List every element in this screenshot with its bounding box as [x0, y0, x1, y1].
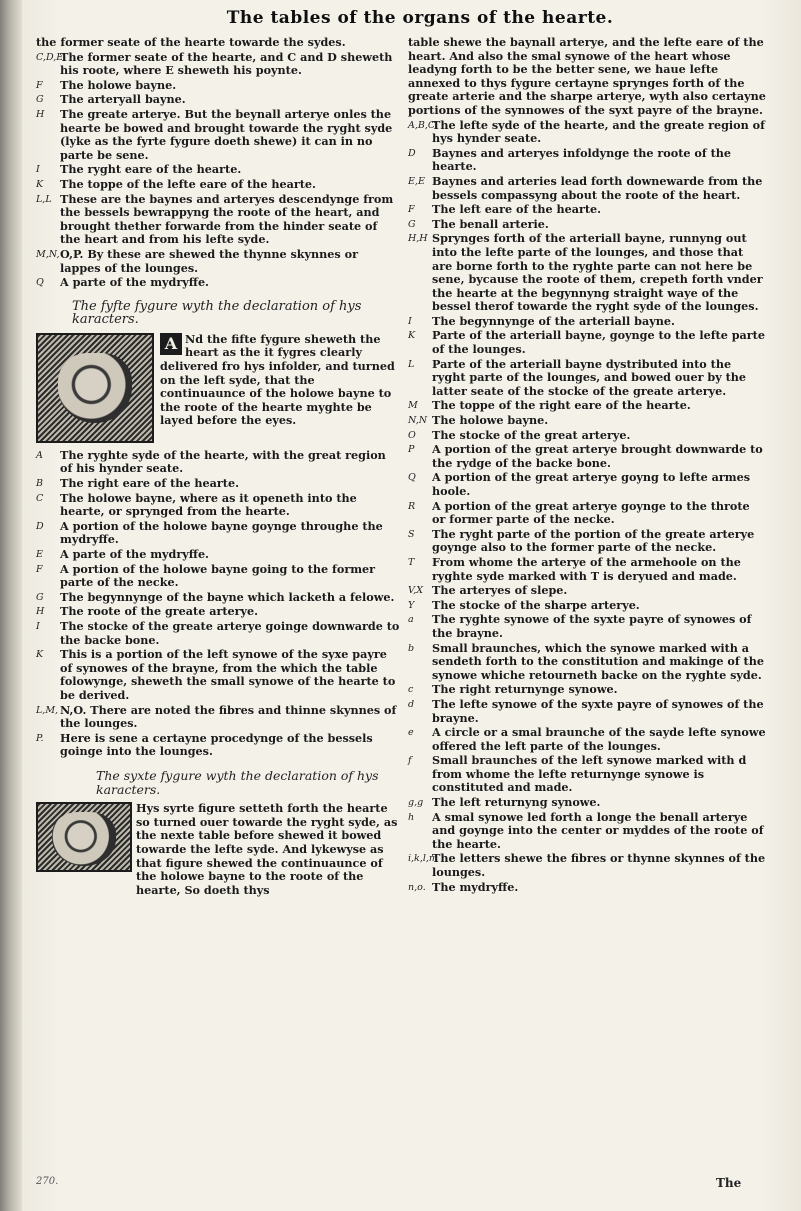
legend-key: F [408, 204, 415, 216]
legend-text: The lefte synowe of the syxte payre of synowes of the brayne. [432, 696, 764, 725]
legend-text: Baynes and arteries lead forth downewarde from the bessels compassyng about the roote of the heart. [432, 173, 763, 202]
left-column [36, 35, 401, 897]
legend-key: F [36, 563, 43, 575]
legend-text: The arteryall bayne. [60, 92, 186, 107]
legend-key: I [36, 621, 40, 632]
legend-key: T [408, 556, 415, 568]
legend-key: L,L [36, 193, 52, 205]
legend-entry [36, 276, 401, 290]
legend-entry [408, 119, 766, 146]
legend-entry [36, 548, 401, 562]
legend-key: A,B,C [408, 119, 436, 131]
legend-entry [36, 591, 401, 605]
legend-key: I [408, 315, 412, 327]
legend-entry [408, 315, 766, 329]
legend-key: a [408, 614, 414, 626]
legend-entry [408, 811, 766, 852]
legend-entry [408, 796, 766, 810]
figure-description [160, 333, 400, 428]
legend-text: Small braunches of the left synowe marked with d from whome the lefte returnynge synowe is constituted and made. [432, 753, 747, 795]
legend-key: C [36, 492, 44, 504]
running-head: The tables of the organs of the hearte. [226, 8, 614, 28]
legend-text: The ryght eare of the hearte. [60, 162, 242, 177]
legend-text: Parte of the arteriall bayne dystributed into the ryght parte of the lounges, and bowed ouer by the latter seate of the stocke of the greate arterye. [432, 356, 747, 398]
legend-entry [408, 399, 766, 413]
legend-entry [36, 248, 401, 275]
catchword: The [716, 1176, 742, 1190]
legend-key: H [36, 108, 45, 120]
legend-entry [36, 620, 401, 647]
legend-entry [408, 683, 766, 697]
legend-text: The right eare of the hearte. [60, 476, 239, 491]
legend-text: Parte of the arteriall bayne, goynge to the lefte parte of the lounges. [432, 328, 765, 357]
legend-text: A parte of the mydryffe. [60, 547, 209, 562]
legend-text: The left eare of the hearte. [432, 202, 602, 217]
heart-illustration [58, 353, 132, 423]
legend-key: H,H [408, 233, 428, 245]
legend-entry [408, 329, 766, 356]
left-intro: the former seate of the hearte towarde the sydes. [36, 35, 346, 49]
legend-entry [408, 443, 766, 470]
legend-text: The former seate of the hearte, and C and D sheweth his roote, where E sheweth his poynte. [60, 49, 393, 78]
legend-entry [408, 754, 766, 795]
legend-key: L,M, [36, 704, 59, 716]
legend-text: The mydryffe. [432, 879, 519, 894]
legend-text: A portion of the great arterye goynge to the throte or former parte of the necke. [432, 498, 750, 527]
legend-key: Y [408, 599, 415, 611]
legend-text: A parte of the mydryffe. [60, 275, 209, 290]
legend-entry [36, 477, 401, 491]
legend-entry [36, 449, 401, 476]
legend-key: E [36, 549, 43, 561]
legend-key: h [408, 811, 415, 823]
legend-key: C,D,E. [36, 51, 67, 63]
legend-entry [408, 203, 766, 217]
legend-text: The begynnynge of the arteriall bayne. [432, 313, 675, 328]
legend-entry [408, 599, 766, 613]
legend-key: A [36, 449, 43, 461]
legend-entry [408, 698, 766, 725]
legend-entry [36, 520, 401, 547]
legend-entry [408, 500, 766, 527]
legend-entry [408, 218, 766, 232]
legend-entry [408, 528, 766, 555]
legend-text: The roote of the greate arterye. [60, 604, 259, 619]
legend-text: A portion of the holowe bayne going to the former parte of the necke. [60, 561, 376, 590]
legend-entry [408, 852, 766, 879]
heart-woodcut-image [36, 802, 132, 872]
legend-entry [408, 584, 766, 598]
legend-entry [36, 563, 401, 590]
legend-text: This is a portion of the left synowe of the syxe payre of synowes of the brayne, from the which the table folowynge, sheweth the small synowe of the hearte to be derived. [60, 647, 396, 702]
legend-key: L [408, 358, 415, 370]
legend-key: e [408, 727, 414, 739]
legend-text: The begynnynge of the bayne which lacketh a felowe. [60, 589, 395, 604]
legend-key: Q [408, 472, 416, 484]
legend-text: A smal synowe led forth a longe the benall arterye and goynge into the center or myddes of the roote of the hearte. [432, 809, 764, 851]
legend-text: The benall arterie. [432, 216, 549, 231]
legend-entry [36, 492, 401, 519]
legend-text: These are the baynes and arteryes descendynge from the bessels bewrappyng the roote of the heart, and brought thether forwarde from the hinder seate of the heart and from his lefte syde. [60, 191, 394, 247]
legend-key: B [36, 478, 43, 490]
figure-block-fifth [36, 333, 401, 445]
legend-text: Baynes and arteryes infoldynge the roote of the hearte. [432, 145, 731, 174]
legend-entry [36, 648, 401, 702]
figure-caption: The syxte fygure wyth the declaration of hys karacters. [96, 767, 379, 797]
legend-text: The stocke of the great arterye. [432, 427, 631, 442]
legend-entry [408, 613, 766, 640]
legend-text: The toppe of the lefte eare of the hearte. [60, 176, 316, 191]
legend-key: O [408, 429, 416, 441]
legend-key: n,o. [408, 881, 426, 893]
legend-entry [408, 726, 766, 753]
legend-key: M [408, 400, 418, 412]
woodcut-initial: A [160, 333, 182, 355]
legend-entry [408, 429, 766, 443]
legend-entry [408, 414, 766, 428]
legend-entry [408, 881, 766, 895]
right-intro: table shewe the baynall arterye, and the lefte eare of the heart. And also the smal synowe of the heart whose leadyng forth to be the better sene, we haue lefte annexed to thys fygure certayne sprynges forth of the greate arterie and the sharpe arterye, wyth also certayne portions of the synnowes of the syxt payre of the brayne. [408, 35, 766, 117]
legend-text: The lefte syde of the hearte, and the greate region of hys hynder seate. [432, 117, 765, 146]
legend-text: Sprynges forth of the arteriall bayne, runnyng out into the lefte parte of the lounges, and those that are borne forth to the ryghte parte can not here be sene, bycause the roote of them, crepeth forth vnder the hearte at the begynnyng straight waye of the bessel therof towarde the ryght syde of the lounges. [432, 231, 763, 314]
legend-text: The toppe of the right eare of the hearte. [432, 398, 691, 413]
legend-entry [408, 147, 766, 174]
legend-text: The ryght parte of the portion of the greate arterye goynge also to the former parte of the necke. [432, 526, 755, 555]
legend-text: From whome the arterye of the armehoole on the ryghte syde marked with T is deryued and made. [432, 554, 741, 583]
legend-key: c [408, 684, 414, 696]
legend-key: P. [36, 732, 44, 744]
legend-key: I [36, 164, 40, 176]
legend-key: G [408, 218, 416, 230]
legend-text: The arteryes of slepe. [432, 583, 568, 598]
legend-key: V,X [408, 585, 423, 597]
figure-description-text: Nd the fifte fygure sheweth the heart as the it fygres clearly delivered fro hys infolder, and turned on the left syde, that the continuaunce of the holowe bayne to the roote of the hearte myghte be layed before the eyes. [160, 331, 395, 428]
figure-block-sixth [36, 801, 401, 897]
legend-text: The ryghte synowe of the syxte payre of synowes of the brayne. [432, 612, 752, 640]
legend-entry [408, 232, 766, 314]
legend-entry [36, 93, 401, 107]
legend-entry [36, 51, 401, 78]
legend-key: Q [36, 277, 44, 289]
legend-entry [408, 358, 766, 399]
legend-text: The greate arterye. But the beynall arterye onles the hearte be bowed and brought towarde the ryght syde (lyke as the fyrte fygure doeth shewe) it can in no parte be sene. [60, 106, 393, 162]
legend-text: Small braunches, which the synowe marked with a sendeth forth to the constitution and makinge of the synowe whiche retourneth backe on the ryghte syde. [432, 640, 764, 682]
legend-key: D [408, 147, 416, 159]
legend-entry [36, 704, 401, 731]
legend-entry [36, 108, 401, 162]
legend-text: A portion of the great arterye goyng to lefte armes hoole. [432, 470, 751, 498]
legend-text: The letters shewe the fibres or thynne skynnes of the lounges. [432, 851, 766, 880]
legend-key: S [408, 528, 415, 540]
heart-illustration [52, 812, 116, 866]
legend-key: H [36, 606, 45, 618]
legend-key: P [408, 444, 415, 456]
legend-text: The holowe bayne. [60, 77, 177, 92]
legend-entry [36, 163, 401, 177]
legend-key: M,N, [36, 248, 60, 260]
legend-key: i,k,l,m [408, 853, 438, 865]
legend-key: K [36, 649, 44, 661]
figure-description: Hys syrte figure setteth forth the hearte so turned ouer towarde the ryght syde, as the nexte table before shewed it bowed towarde the lefte syde. And lykewyse as that figure shewed the continuaunce of the holowe bayne to the roote of the hearte, So doeth thys [136, 801, 398, 897]
legend-key: G [36, 591, 44, 603]
legend-text: The ryghte syde of the hearte, with the great region of his hynder seate. [60, 447, 386, 476]
legend-text: The stocke of the sharpe arterye. [432, 597, 640, 612]
heart-woodcut-image [36, 333, 154, 443]
folio-number: 270. [36, 1176, 59, 1187]
right-column [408, 36, 766, 895]
legend-text: O,P. By these are shewed the thynne skynnes or lappes of the lounges. [60, 246, 358, 275]
legend-key: N,N [408, 415, 428, 427]
legend-key: g,g [408, 797, 424, 809]
legend-key: E,E [408, 175, 425, 187]
legend-text: The right returnynge synowe. [432, 682, 618, 697]
legend-key: F [36, 79, 43, 91]
legend-entry [408, 642, 766, 683]
legend-text: Here is sene a certayne procedynge of the bessels goinge into the lounges. [60, 730, 373, 759]
legend-key: b [408, 642, 415, 654]
legend-text: The stocke of the greate arterye goinge downwarde to the backe bone. [60, 619, 400, 647]
legend-text: The holowe bayne. [432, 413, 549, 428]
legend-text: The holowe bayne, where as it openeth into the hearte, or sprynged from the hearte. [60, 490, 357, 519]
legend-text: N,O. There are noted the fibres and thinne skynnes of the lounges. [60, 702, 397, 731]
legend-key: f [408, 755, 412, 767]
legend-entry [408, 471, 766, 498]
legend-key: R [408, 500, 416, 512]
legend-entry [36, 79, 401, 93]
legend-text: The left returnyng synowe. [432, 795, 601, 810]
legend-key: D [36, 520, 44, 532]
binding-gutter [0, 0, 22, 1211]
legend-text: A portion of the great arterye brought downwarde to the rydge of the backe bone. [432, 442, 763, 470]
legend-entry [36, 193, 401, 247]
legend-key: K [408, 330, 416, 342]
legend-entry [408, 175, 766, 202]
legend-text: A circle or a smal braunche of the sayde lefte synowe offered the left parte of the lounges. [432, 725, 766, 753]
legend-key: d [408, 698, 415, 710]
legend-entry [36, 178, 401, 192]
figure-caption: The fyfte fygure wyth the declaration of hys karacters. [72, 298, 362, 328]
legend-key: G [36, 94, 44, 106]
legend-text: A portion of the holowe bayne goynge throughe the mydryffe. [60, 518, 383, 547]
legend-entry [36, 732, 401, 759]
legend-entry [36, 605, 401, 619]
legend-key: K [36, 178, 44, 190]
legend-entry [408, 556, 766, 583]
